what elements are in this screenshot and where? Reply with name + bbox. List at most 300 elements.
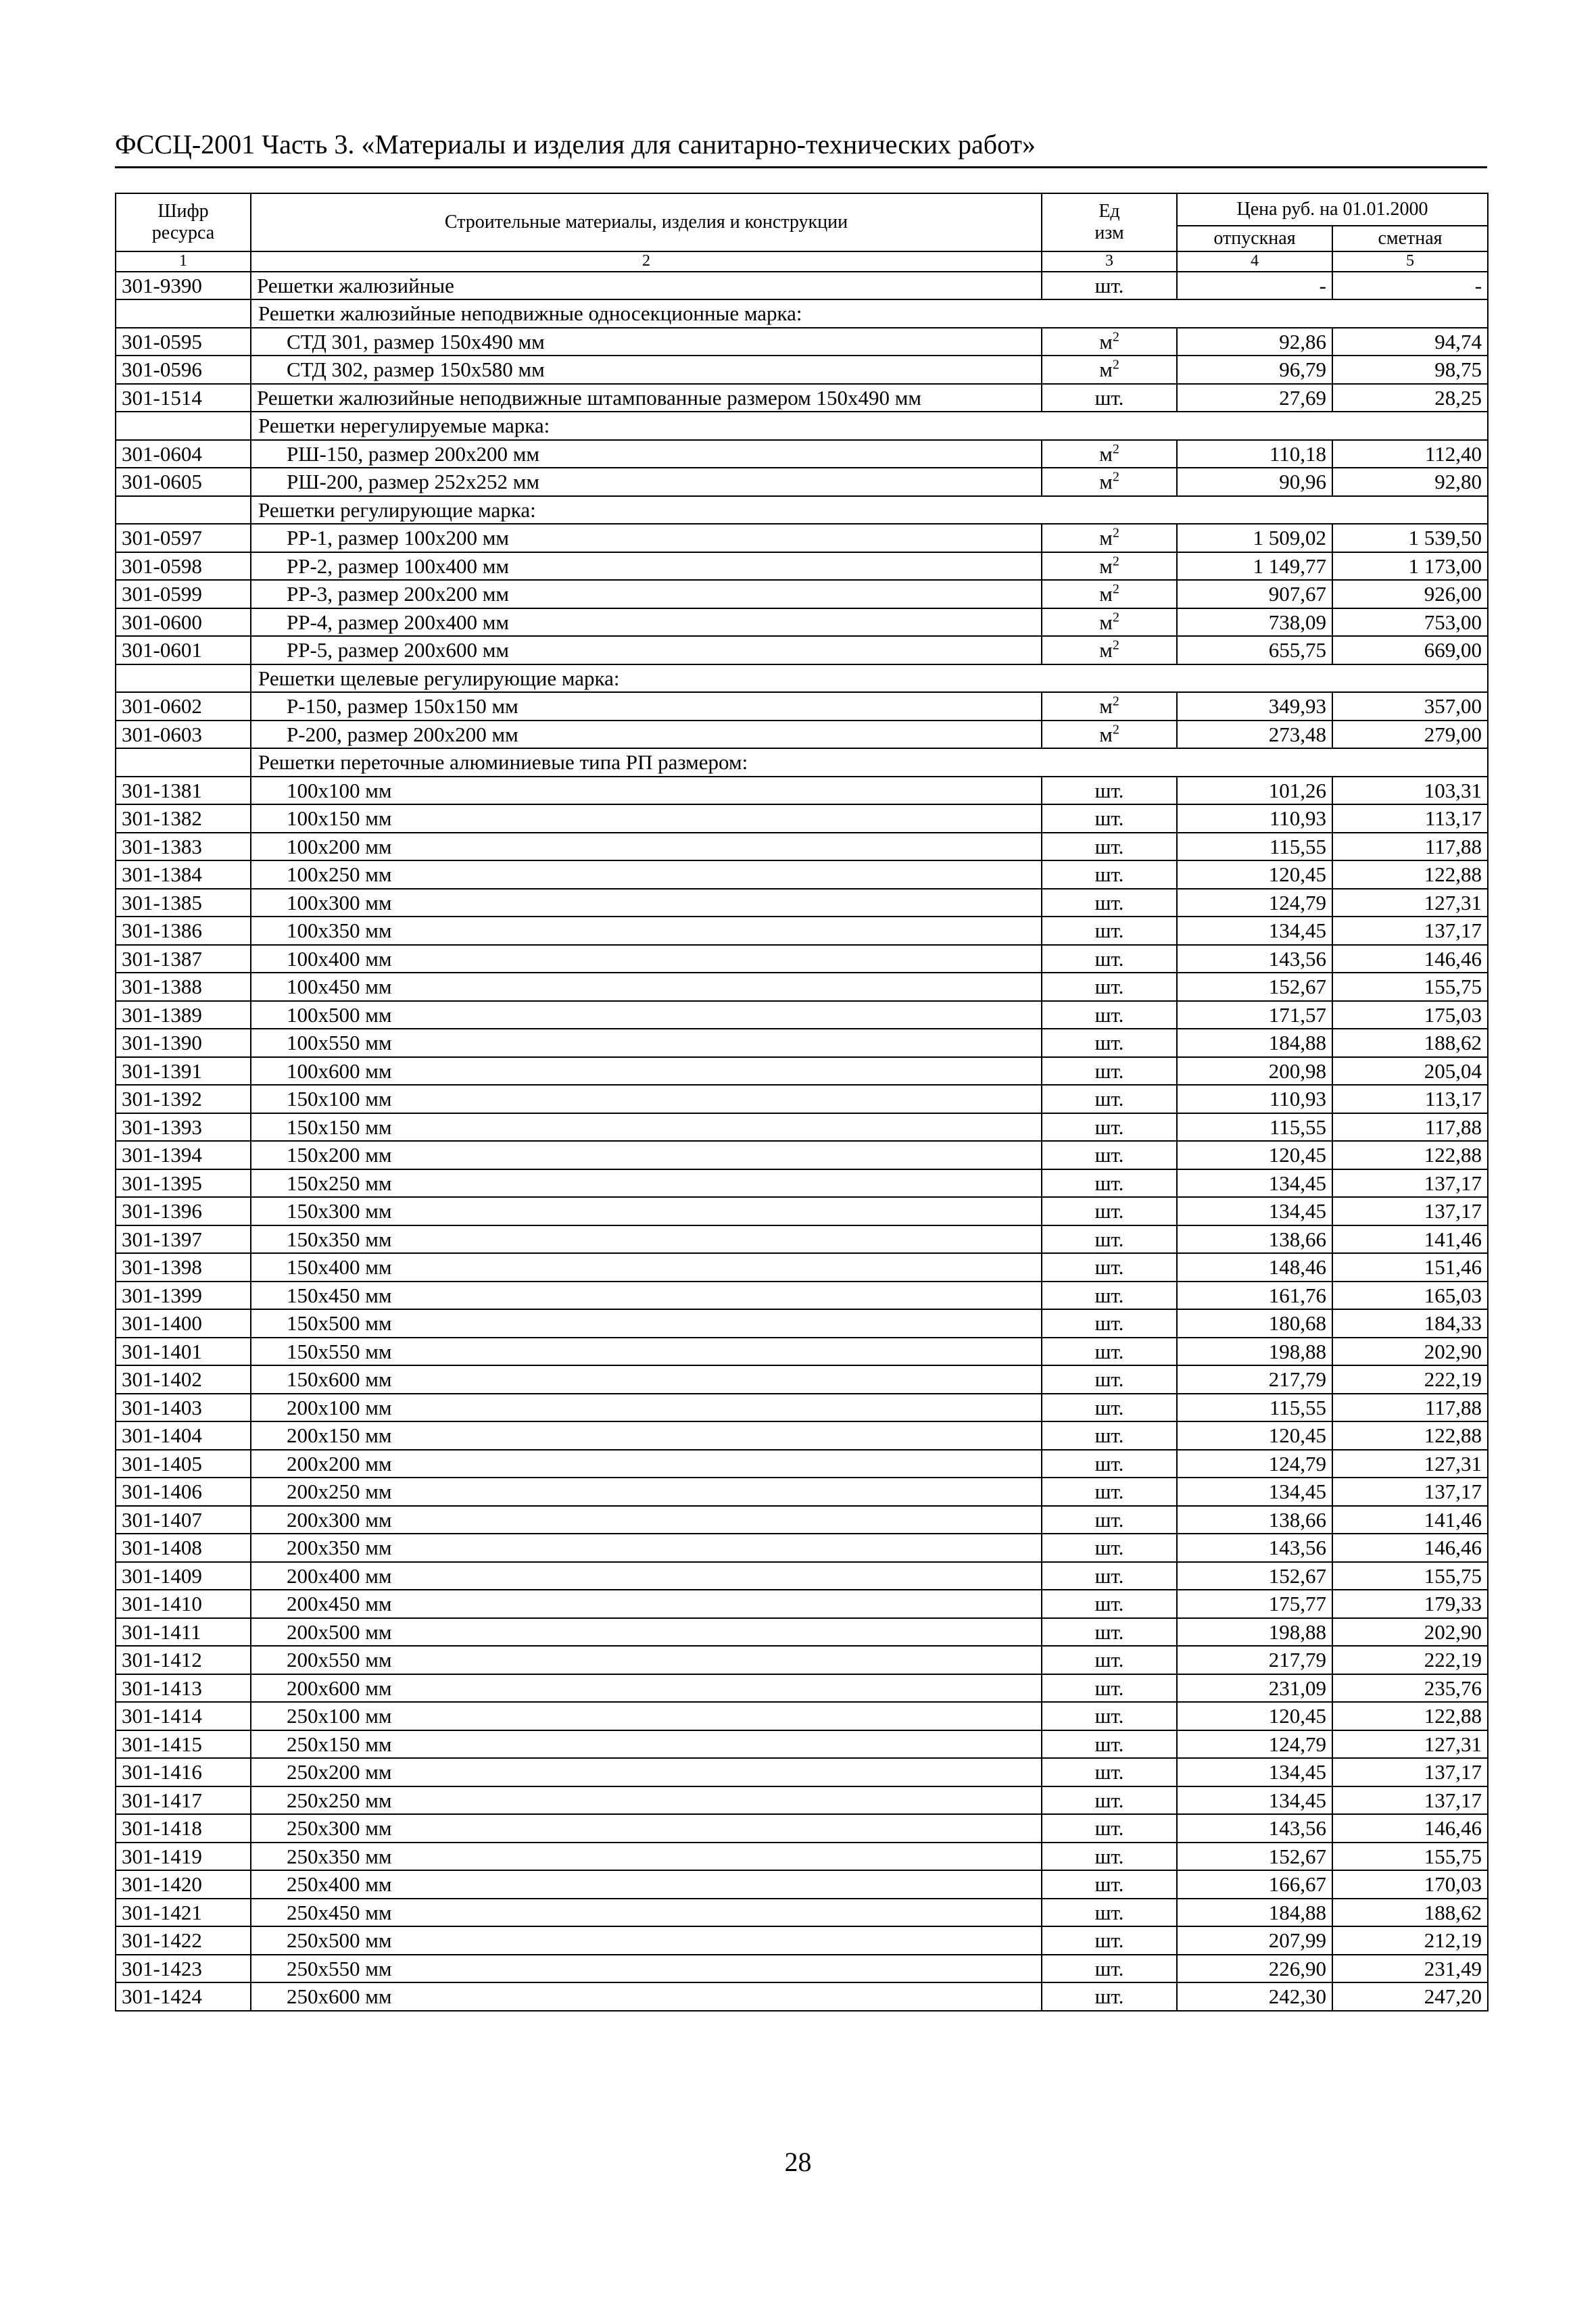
table-row [116, 552, 1488, 581]
resource-code: 301-0595 [116, 328, 251, 356]
unit-cell: шт. [1042, 1394, 1177, 1422]
head-estimate: сметная [1332, 226, 1488, 251]
estimate-price: 113,17 [1332, 1085, 1488, 1113]
estimate-price: 247,20 [1332, 1982, 1488, 2011]
unit-cell: шт. [1042, 777, 1177, 805]
unit-cell: шт. [1042, 1450, 1177, 1478]
item-name: 200х500 мм [251, 1618, 1042, 1647]
resource-code: 301-1414 [116, 1702, 251, 1730]
unit-cell: шт. [1042, 1786, 1177, 1815]
release-price: 120,45 [1177, 1141, 1332, 1169]
table-row [116, 1674, 1488, 1703]
release-price: 110,18 [1177, 440, 1332, 468]
estimate-price: 141,46 [1332, 1225, 1488, 1254]
release-price: 184,88 [1177, 1029, 1332, 1057]
table-row [116, 580, 1488, 608]
release-price: 231,09 [1177, 1674, 1332, 1703]
estimate-price: 184,33 [1332, 1309, 1488, 1338]
resource-code: 301-1392 [116, 1085, 251, 1113]
resource-code: 301-1396 [116, 1197, 251, 1225]
table-row [116, 945, 1488, 973]
table-row [116, 608, 1488, 637]
unit-superscript: 2 [1112, 526, 1119, 541]
resource-code: 301-1403 [116, 1394, 251, 1422]
unit-superscript: 2 [1112, 610, 1119, 625]
release-price: 1 509,02 [1177, 524, 1332, 552]
estimate-price: 117,88 [1332, 1394, 1488, 1422]
item-name: 200х100 мм [251, 1394, 1042, 1422]
item-name: 250х600 мм [251, 1982, 1042, 2011]
release-price: 166,67 [1177, 1870, 1332, 1899]
item-name: 200х250 мм [251, 1478, 1042, 1506]
release-price: 171,57 [1177, 1001, 1332, 1029]
unit-cell: шт. [1042, 1001, 1177, 1029]
item-name: 150х300 мм [251, 1197, 1042, 1225]
table-row [116, 1421, 1488, 1450]
unit-cell [1042, 468, 1177, 496]
estimate-price: 117,88 [1332, 833, 1488, 861]
table-row [116, 1899, 1488, 1927]
resource-code: 301-1395 [116, 1169, 251, 1198]
unit-cell [1042, 580, 1177, 608]
unit-superscript: 2 [1112, 722, 1119, 737]
release-price: 124,79 [1177, 889, 1332, 917]
group-row [116, 664, 1488, 693]
item-name: 100х300 мм [251, 889, 1042, 917]
resource-code: 301-1514 [116, 384, 251, 412]
estimate-price: 222,19 [1332, 1365, 1488, 1394]
release-price: 200,98 [1177, 1057, 1332, 1086]
table-row [116, 1309, 1488, 1338]
item-name: 150х450 мм [251, 1282, 1042, 1310]
release-price: 152,67 [1177, 1843, 1332, 1871]
release-price: 120,45 [1177, 1702, 1332, 1730]
table-row [116, 1646, 1488, 1674]
table-row [116, 833, 1488, 861]
group-code-cell [116, 496, 251, 525]
unit-cell: шт. [1042, 1955, 1177, 1983]
item-name: 200х450 мм [251, 1590, 1042, 1618]
release-price: 110,93 [1177, 1085, 1332, 1113]
table-row [116, 1843, 1488, 1871]
table-row [116, 1282, 1488, 1310]
unit-cell: шт. [1042, 1982, 1177, 2011]
unit-cell: шт. [1042, 1870, 1177, 1899]
table-head [116, 193, 1488, 272]
unit-cell: шт. [1042, 272, 1177, 300]
resource-code: 301-0602 [116, 692, 251, 721]
estimate-price: 202,90 [1332, 1618, 1488, 1647]
resource-code: 301-1405 [116, 1450, 251, 1478]
release-price: 134,45 [1177, 1478, 1332, 1506]
unit-text: м [1099, 554, 1113, 578]
col-number: 5 [1332, 251, 1488, 272]
item-name: 100х500 мм [251, 1001, 1042, 1029]
unit-superscript: 2 [1112, 582, 1119, 598]
table-row [116, 1955, 1488, 1983]
resource-code: 301-1416 [116, 1758, 251, 1786]
unit-cell: шт. [1042, 804, 1177, 833]
table-row [116, 1197, 1488, 1225]
table-row [116, 1029, 1488, 1057]
unit-cell: шт. [1042, 1421, 1177, 1450]
table-row [116, 777, 1488, 805]
estimate-price: 127,31 [1332, 1730, 1488, 1759]
table-row [116, 1338, 1488, 1366]
table-row [116, 1085, 1488, 1113]
unit-cell [1042, 356, 1177, 384]
resource-code: 301-1394 [116, 1141, 251, 1169]
table-row [116, 1618, 1488, 1647]
table-row [116, 636, 1488, 664]
table-row [116, 917, 1488, 945]
resource-code: 301-1412 [116, 1646, 251, 1674]
item-name: 250х150 мм [251, 1730, 1042, 1759]
estimate-price: 137,17 [1332, 917, 1488, 945]
release-price: 143,56 [1177, 945, 1332, 973]
price-table [115, 193, 1489, 2012]
item-name: РР-3, размер 200х200 мм [251, 580, 1042, 608]
table-row [116, 973, 1488, 1001]
unit-cell [1042, 608, 1177, 637]
item-name: 150х500 мм [251, 1309, 1042, 1338]
estimate-price: 141,46 [1332, 1506, 1488, 1534]
unit-cell: шт. [1042, 1253, 1177, 1282]
release-price: 92,86 [1177, 328, 1332, 356]
release-price: 738,09 [1177, 608, 1332, 637]
col-number: 2 [251, 251, 1042, 272]
unit-cell: шт. [1042, 1365, 1177, 1394]
estimate-price: 170,03 [1332, 1870, 1488, 1899]
release-price: 152,67 [1177, 973, 1332, 1001]
unit-text: м [1099, 526, 1113, 550]
resource-code: 301-1421 [116, 1899, 251, 1927]
unit-cell: шт. [1042, 1113, 1177, 1142]
estimate-price: 122,88 [1332, 1702, 1488, 1730]
resource-code: 301-1410 [116, 1590, 251, 1618]
resource-code: 301-1398 [116, 1253, 251, 1282]
item-name: 100х550 мм [251, 1029, 1042, 1057]
resource-code: 301-0597 [116, 524, 251, 552]
resource-code: 301-1406 [116, 1478, 251, 1506]
unit-cell: шт. [1042, 1562, 1177, 1590]
item-name: 150х350 мм [251, 1225, 1042, 1254]
table-row [116, 1506, 1488, 1534]
estimate-price: 188,62 [1332, 1029, 1488, 1057]
col-number: 1 [116, 251, 251, 272]
release-price: 217,79 [1177, 1646, 1332, 1674]
resource-code: 301-0603 [116, 721, 251, 749]
release-price: 134,45 [1177, 917, 1332, 945]
table-row [116, 1001, 1488, 1029]
unit-cell: шт. [1042, 1618, 1177, 1647]
resource-code: 301-0604 [116, 440, 251, 468]
group-row [116, 299, 1488, 328]
resource-code: 301-1382 [116, 804, 251, 833]
item-name: 250х100 мм [251, 1702, 1042, 1730]
unit-cell: шт. [1042, 917, 1177, 945]
table-row [116, 1057, 1488, 1086]
group-name: Решетки жалюзийные неподвижные односекционные марка: [251, 299, 1488, 328]
table-row [116, 721, 1488, 749]
item-name: РШ-150, размер 200х200 мм [251, 440, 1042, 468]
table-row [116, 1225, 1488, 1254]
release-price: 134,45 [1177, 1786, 1332, 1815]
table-row [116, 1365, 1488, 1394]
unit-cell: шт. [1042, 889, 1177, 917]
table-row [116, 1926, 1488, 1955]
unit-superscript: 2 [1112, 554, 1119, 569]
resource-code: 301-1407 [116, 1506, 251, 1534]
estimate-price: 117,88 [1332, 1113, 1488, 1142]
unit-cell [1042, 636, 1177, 664]
table-row [116, 804, 1488, 833]
estimate-price: 122,88 [1332, 1421, 1488, 1450]
release-price: 273,48 [1177, 721, 1332, 749]
resource-code: 301-0596 [116, 356, 251, 384]
resource-code: 301-1386 [116, 917, 251, 945]
release-price: 115,55 [1177, 833, 1332, 861]
estimate-price: 137,17 [1332, 1478, 1488, 1506]
estimate-price: 235,76 [1332, 1674, 1488, 1703]
estimate-price: 28,25 [1332, 384, 1488, 412]
item-name: 100х350 мм [251, 917, 1042, 945]
estimate-price: 122,88 [1332, 860, 1488, 889]
item-name: Р-200, размер 200х200 мм [251, 721, 1042, 749]
table-row [116, 1982, 1488, 2011]
unit-cell: шт. [1042, 1899, 1177, 1927]
release-price: 124,79 [1177, 1450, 1332, 1478]
item-name: 250х350 мм [251, 1843, 1042, 1871]
unit-text: м [1099, 582, 1113, 606]
col-number: 3 [1042, 251, 1177, 272]
estimate-price: 103,31 [1332, 777, 1488, 805]
release-price: 124,79 [1177, 1730, 1332, 1759]
release-price: 90,96 [1177, 468, 1332, 496]
release-price: 184,88 [1177, 1899, 1332, 1927]
item-name: 250х200 мм [251, 1758, 1042, 1786]
unit-text: м [1099, 441, 1113, 466]
resource-code: 301-1400 [116, 1309, 251, 1338]
release-price: 120,45 [1177, 1421, 1332, 1450]
release-price: 207,99 [1177, 1926, 1332, 1955]
group-name: Решетки регулирующие марка: [251, 496, 1488, 525]
item-name: РР-5, размер 200х600 мм [251, 636, 1042, 664]
estimate-price: 179,33 [1332, 1590, 1488, 1618]
header-rule [115, 166, 1487, 168]
estimate-price: 231,49 [1332, 1955, 1488, 1983]
item-name: 250х250 мм [251, 1786, 1042, 1815]
item-name: 150х150 мм [251, 1113, 1042, 1142]
item-name: 100х100 мм [251, 777, 1042, 805]
item-name: Решетки жалюзийные неподвижные штампованные размером 150х490 мм [251, 384, 1042, 412]
unit-superscript: 2 [1112, 329, 1119, 345]
unit-text: м [1099, 610, 1113, 634]
resource-code: 301-0598 [116, 552, 251, 581]
unit-cell: шт. [1042, 945, 1177, 973]
item-name: 100х200 мм [251, 833, 1042, 861]
release-price: 138,66 [1177, 1506, 1332, 1534]
unit-cell: шт. [1042, 1702, 1177, 1730]
item-name: 200х400 мм [251, 1562, 1042, 1590]
table-row [116, 440, 1488, 468]
unit-superscript: 2 [1112, 694, 1119, 710]
unit-superscript: 2 [1112, 470, 1119, 485]
estimate-price: 202,90 [1332, 1338, 1488, 1366]
unit-superscript: 2 [1112, 358, 1119, 373]
unit-cell: шт. [1042, 1730, 1177, 1759]
unit-text: м [1099, 722, 1113, 746]
release-price: 138,66 [1177, 1225, 1332, 1254]
estimate-price: 151,46 [1332, 1253, 1488, 1282]
head-unit: Ед изм [1042, 193, 1177, 251]
table-row [116, 1870, 1488, 1899]
head-price: Цена руб. на 01.01.2000 [1177, 193, 1488, 226]
release-price: 175,77 [1177, 1590, 1332, 1618]
resource-code: 301-0599 [116, 580, 251, 608]
unit-text: м [1099, 329, 1113, 354]
item-name: 200х150 мм [251, 1421, 1042, 1450]
resource-code: 301-0600 [116, 608, 251, 637]
unit-cell [1042, 552, 1177, 581]
estimate-price: 137,17 [1332, 1786, 1488, 1815]
resource-code: 301-1391 [116, 1057, 251, 1086]
table-row [116, 889, 1488, 917]
resource-code: 301-1408 [116, 1534, 251, 1562]
group-row [116, 496, 1488, 525]
resource-code: 301-1384 [116, 860, 251, 889]
table-row [116, 1758, 1488, 1786]
estimate-price: 137,17 [1332, 1169, 1488, 1198]
item-name: 250х400 мм [251, 1870, 1042, 1899]
head-release: отпускная [1177, 226, 1332, 251]
item-name: 150х400 мм [251, 1253, 1042, 1282]
col-number: 4 [1177, 251, 1332, 272]
unit-cell: шт. [1042, 1590, 1177, 1618]
estimate-price: 94,74 [1332, 328, 1488, 356]
release-price: 143,56 [1177, 1814, 1332, 1843]
estimate-price: 357,00 [1332, 692, 1488, 721]
unit-cell [1042, 328, 1177, 356]
estimate-price: 112,40 [1332, 440, 1488, 468]
release-price: 143,56 [1177, 1534, 1332, 1562]
item-name: СТД 302, размер 150х580 мм [251, 356, 1042, 384]
unit-cell [1042, 721, 1177, 749]
resource-code: 301-1415 [116, 1730, 251, 1759]
estimate-price: 122,88 [1332, 1141, 1488, 1169]
table-row [116, 1113, 1488, 1142]
estimate-price: 155,75 [1332, 1843, 1488, 1871]
table-row [116, 1478, 1488, 1506]
release-price: 198,88 [1177, 1618, 1332, 1647]
resource-code: 301-0601 [116, 636, 251, 664]
item-name: 100х600 мм [251, 1057, 1042, 1086]
unit-superscript: 2 [1112, 638, 1119, 654]
estimate-price: 175,03 [1332, 1001, 1488, 1029]
item-name: РШ-200, размер 252х252 мм [251, 468, 1042, 496]
unit-cell: шт. [1042, 833, 1177, 861]
resource-code: 301-1389 [116, 1001, 251, 1029]
release-price: 198,88 [1177, 1338, 1332, 1366]
item-name: 100х150 мм [251, 804, 1042, 833]
release-price: 1 149,77 [1177, 552, 1332, 581]
item-name: 200х200 мм [251, 1450, 1042, 1478]
estimate-price: 212,19 [1332, 1926, 1488, 1955]
unit-cell: шт. [1042, 1534, 1177, 1562]
resource-code: 301-1418 [116, 1814, 251, 1843]
release-price: 27,69 [1177, 384, 1332, 412]
unit-cell: шт. [1042, 1141, 1177, 1169]
table-row [116, 328, 1488, 356]
unit-cell: шт. [1042, 973, 1177, 1001]
table-row [116, 1814, 1488, 1843]
table-row [116, 524, 1488, 552]
unit-cell: шт. [1042, 860, 1177, 889]
unit-cell: шт. [1042, 1478, 1177, 1506]
release-price: 217,79 [1177, 1365, 1332, 1394]
table-row [116, 272, 1488, 300]
table-row [116, 1394, 1488, 1422]
estimate-price: 127,31 [1332, 1450, 1488, 1478]
item-name: 250х500 мм [251, 1926, 1042, 1955]
resource-code: 301-1381 [116, 777, 251, 805]
item-name: 100х400 мм [251, 945, 1042, 973]
resource-code: 301-9390 [116, 272, 251, 300]
group-code-cell [116, 299, 251, 328]
table-row [116, 468, 1488, 496]
unit-cell: шт. [1042, 1674, 1177, 1703]
estimate-price: 146,46 [1332, 945, 1488, 973]
table-row [116, 1562, 1488, 1590]
release-price: 134,45 [1177, 1169, 1332, 1198]
item-name: РР-2, размер 100х400 мм [251, 552, 1042, 581]
table-row [116, 1450, 1488, 1478]
estimate-price: 155,75 [1332, 1562, 1488, 1590]
unit-cell: шт. [1042, 1646, 1177, 1674]
resource-code: 301-1393 [116, 1113, 251, 1142]
release-price: 655,75 [1177, 636, 1332, 664]
page-number: 28 [784, 2147, 812, 2177]
release-price: 115,55 [1177, 1394, 1332, 1422]
table-row [116, 1141, 1488, 1169]
estimate-price: 279,00 [1332, 721, 1488, 749]
unit-text: м [1099, 638, 1113, 662]
release-price: 152,67 [1177, 1562, 1332, 1590]
release-price: 180,68 [1177, 1309, 1332, 1338]
item-name: 100х450 мм [251, 973, 1042, 1001]
resource-code: 301-1409 [116, 1562, 251, 1590]
resource-code: 301-1401 [116, 1338, 251, 1366]
estimate-price: - [1332, 272, 1488, 300]
estimate-price: 98,75 [1332, 356, 1488, 384]
release-price: - [1177, 272, 1332, 300]
release-price: 134,45 [1177, 1758, 1332, 1786]
item-name: 200х300 мм [251, 1506, 1042, 1534]
unit-cell: шт. [1042, 1169, 1177, 1198]
release-price: 161,76 [1177, 1282, 1332, 1310]
head-name: Строительные материалы, изделия и конструкции [251, 193, 1042, 251]
group-row [116, 412, 1488, 440]
item-name: 150х200 мм [251, 1141, 1042, 1169]
item-name: 200х350 мм [251, 1534, 1042, 1562]
unit-cell [1042, 692, 1177, 721]
estimate-price: 92,80 [1332, 468, 1488, 496]
table-row [116, 1786, 1488, 1815]
item-name: Р-150, размер 150х150 мм [251, 692, 1042, 721]
item-name: 250х300 мм [251, 1814, 1042, 1843]
unit-cell: шт. [1042, 1282, 1177, 1310]
unit-cell: шт. [1042, 1029, 1177, 1057]
